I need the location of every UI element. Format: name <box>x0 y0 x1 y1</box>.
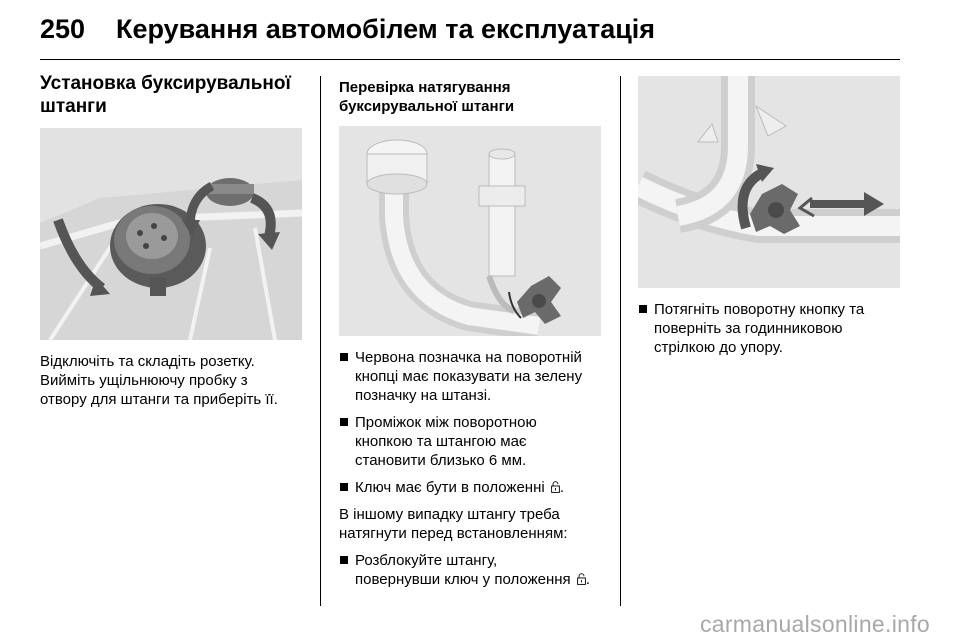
section-title: Перевірка натягування буксирувальної штанги <box>339 79 515 115</box>
tighten-steps-list <box>638 300 900 357</box>
unlock-steps-list <box>339 551 601 589</box>
bullet-square-icon <box>340 353 348 361</box>
figure-socket-illustration <box>40 128 302 340</box>
figure-tow-bar-illustration <box>339 126 601 336</box>
check-steps-list <box>339 348 601 497</box>
header-title: Керування автомобілем та експлуатація <box>116 14 656 44</box>
column-divider <box>320 76 321 606</box>
list-item: Проміжок між поворотною кнопкою та штангою має становити близько 6 мм. <box>339 413 601 470</box>
bullet-square-icon <box>639 305 647 313</box>
instruction-text: Відключіть та складіть розетку. Вийміть ущільнюючу пробку з отвору для штанги та приберіть її. <box>40 353 278 408</box>
bullet-square-icon <box>340 556 348 564</box>
lock-open-icon <box>577 573 586 585</box>
bullet-square-icon <box>340 418 348 426</box>
header-rule <box>40 59 900 60</box>
section-title: Установка буксирувальної штанги <box>40 73 291 117</box>
lock-icon <box>551 481 560 493</box>
watermark: carmanualsonline.info <box>699 611 930 637</box>
list-item: Розблокуйте штангу, повернувши ключ у положення . <box>339 551 601 589</box>
column-1 <box>40 72 304 409</box>
column-2 <box>339 72 601 597</box>
list-item: Потягніть поворотну кнопку та поверніть за годинниковою стрілкою до упору. <box>638 300 900 357</box>
instruction-text: В іншому випадку штангу треба натягнути перед встановленням: <box>339 506 568 542</box>
list-item: Червона позначка на поворотній кнопці має показувати на зелену позначку на штанзі. <box>339 348 601 405</box>
bullet-square-icon <box>340 483 348 491</box>
column-divider <box>620 76 621 606</box>
column-3 <box>638 76 900 365</box>
figure-rotary-knob-illustration <box>638 76 900 288</box>
page-number: 250 <box>40 14 86 44</box>
list-item: Ключ має бути в положенні . <box>339 478 601 497</box>
